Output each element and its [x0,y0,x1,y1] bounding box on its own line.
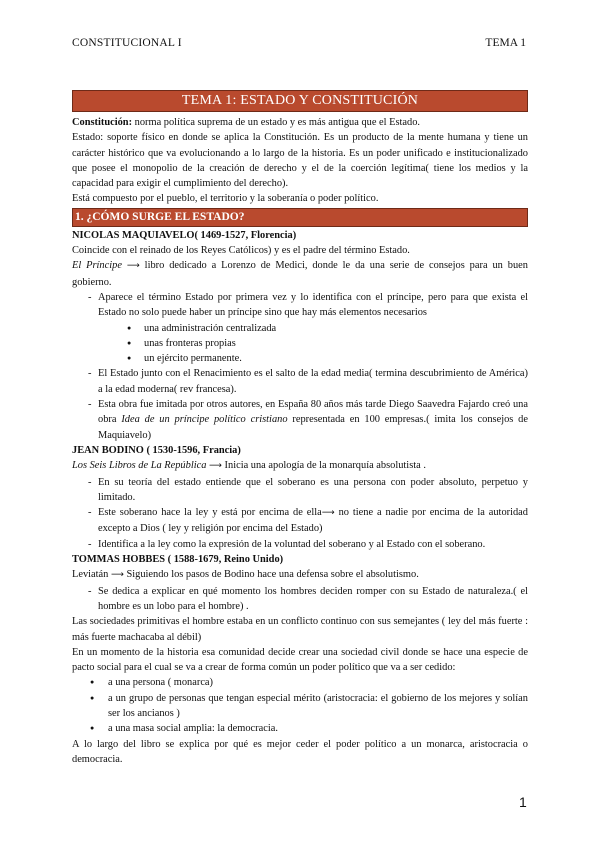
state-elements-list [72,321,528,367]
list-item-text: Este soberano hace la ley y está por encima de ella [98,507,322,519]
maquiavelo-book-line [72,258,528,290]
right-arrow-icon: ⟶ [321,508,335,519]
right-arrow-icon: ⟶ [110,570,124,581]
maquiavelo-points-continued [72,366,528,442]
book-description: Inicia una apología de la monarquía absolutista . [221,460,426,472]
list-item: - En su teoría del estado entiende que el soberano es una persona con poder absoluto, perpetuo y limitado. [72,475,528,506]
header-subject: CONSTITUCIONAL I [72,37,182,49]
estado-definition: Estado: soporte físico en donde se aplica la Constitución. Es un producto de la mente humana y tiene un carácter histórico que va evolucionando a lo largo de la historia. Es un poder unificado e institucionalizado que posee el monopolio de la creación de derecho y el de la coerción legítima( tiene los medios y la capacidad para exigir el cumplimiento del derecho). [72,132,528,190]
hobbes-book-line [72,567,528,583]
list-item: ● a una masa social amplia: la democracia. [72,721,528,736]
bodino-points [72,475,528,552]
hobbes-paragraph-conclusion: A lo largo del libro se explica por qué es mejor ceder el poder político a un monarca, aristocracia o democracia. [72,738,528,765]
page-content [72,90,528,767]
right-arrow-icon: ⟶ [209,461,222,472]
book-description: libro dedicado a Lorenzo de Medici, donde le da una serie de consejos para un buen gobierno. [72,260,528,288]
list-item: - El Estado junto con el Renacimiento es el salto de la edad media( termina descubrimiento de América) a la edad moderna( rev francesa). [72,366,528,397]
maquiavelo-points [72,290,528,321]
list-item: ● un ejército permanente. [72,351,528,366]
hobbes-points [72,584,528,615]
list-item: - Aparece el término Estado por primera vez y lo identifica con el príncipe, pero para que exista el Estado no solo puede haber un príncipe sino que hay más elementos necesarios [72,290,528,321]
list-item: ● una administración centralizada [72,321,528,336]
power-holders-list [72,675,528,736]
constitucion-text: norma política suprema de un estado y es más antigua que el Estado. [132,117,421,128]
list-item: ● a un grupo de personas que tengan especial mérito (aristocracia: el gobierno de los mejores y solían ser los ancianos ) [72,691,528,722]
list-item: - Se dedica a explicar en qué momento los hombres deciden romper con su Estado de naturaleza.( el hombre es un lobo para el hombre) . [72,584,528,615]
maquiavelo-intro: Coincide con el reinado de los Reyes Católicos) y es el padre del término Estado. [72,245,410,257]
list-item-text: Esta obra fue imitada por otros autores, en España 80 años más tarde Diego Saavedra Fajardo creó una obra [98,399,528,426]
bodino-heading: JEAN BODINO ( 1530-1596, Francia) [72,444,241,456]
page-title: TEMA 1: ESTADO Y CONSTITUCIÓN [72,90,528,112]
book-title-idea-principe: Idea de un príncipe político cristiano [121,414,288,426]
constitucion-term: Constitución: [72,117,133,128]
constitucion-definition [72,115,528,130]
list-item: ● unas fronteras propias [72,336,528,351]
bodino-book-line [72,458,528,474]
book-title-seis-libros: Los Seis Libros de La República [72,460,207,472]
page-number: 1 [519,794,527,810]
section-heading: 1. ¿CÓMO SURGE EL ESTADO? [72,208,528,227]
book-description: Siguiendo los pasos de Bodino hace una defensa sobre el absolutismo. [123,569,419,581]
list-item: ● a una persona ( monarca) [72,675,528,690]
list-item-text: no tiene a nadie por encima de la autoridad excepto a Dios ( ley y religión por encima del Estado) [98,507,528,535]
book-title-leviatan: Leviatán [72,569,109,581]
list-item: - Identifica a la ley como la expresión de la voluntad del soberano y al Estado con el soberano. [72,537,528,552]
list-item [72,505,528,537]
hobbes-paragraph-primitive: Las sociedades primitivas el hombre estaba en un conflicto continuo con sus semejantes ( ley del más fuerte : más fuerte machacaba al débil) [72,616,528,643]
book-title-el-principe: El Príncipe [72,260,122,272]
estado-components: Está compuesto por el pueblo, el territorio y la soberanía o poder político. [72,193,379,205]
hobbes-heading: TOMMAS HOBBES ( 1588-1679, Reino Unido) [72,554,284,566]
header-topic: TEMA 1 [485,37,526,49]
list-item-text: representada en 100 empresas.( imita los consejos de Maquiavelo) [98,414,528,441]
right-arrow-icon: ⟶ [126,261,140,272]
list-item [72,397,528,443]
hobbes-paragraph-pact: En un momento de la historia esa comunidad decide crear una sociedad civil donde se hace una especie de pacto social para el cual se va a crear de forma común un poder político que va a ser cedido: [72,646,528,674]
maquiavelo-heading: NICOLAS MAQUIAVELO( 1469-1527, Florencia) [72,229,297,241]
